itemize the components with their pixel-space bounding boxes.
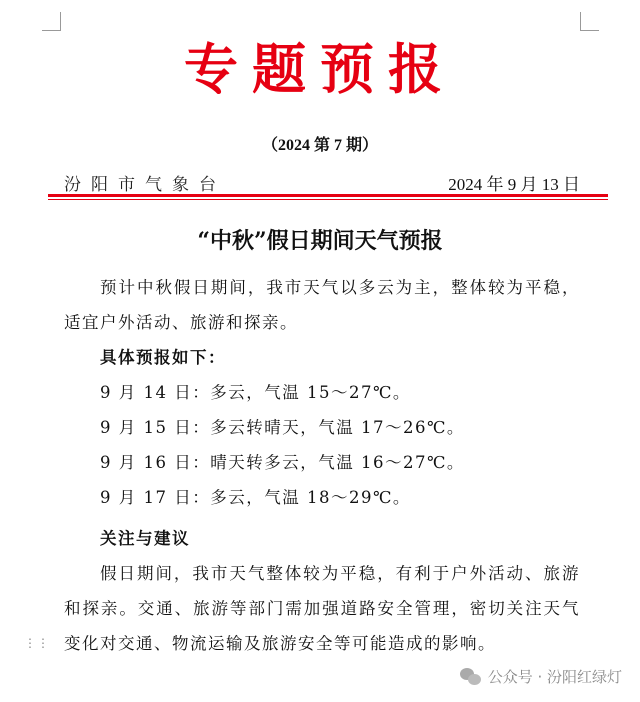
intro-paragraph: 预计中秋假日期间，我市天气以多云为主，整体较为平稳，适宜户外活动、旅游和探亲。	[64, 278, 580, 332]
advice-paragraph: 假日期间，我市天气整体较为平稳，有利于户外活动、旅游和探亲。交通、旅游等部门需加强道路安全管理，密切关注天气变化对交通、物流运输及旅游安全等可能造成的影响。	[64, 564, 580, 653]
drag-handle-icon[interactable]: ⋮⋮	[24, 636, 50, 650]
article-body	[64, 270, 580, 661]
wechat-icon	[460, 668, 482, 686]
issue-number: （2024 第 7 期）	[261, 137, 378, 154]
forecast-heading: 具体预报如下：	[100, 348, 226, 367]
watermark	[460, 666, 622, 687]
forecast-item: 9 月 16 日：晴天转多云，气温 16～27℃。	[100, 453, 465, 472]
page-corner-mark	[42, 12, 61, 31]
watermark-text: 公众号 · 汾阳红绿灯	[487, 668, 622, 686]
page-corner-mark	[580, 12, 599, 31]
forecast-item: 9 月 14 日：多云，气温 15～27℃。	[100, 383, 411, 402]
red-divider	[48, 194, 608, 197]
article-headline: “中秋”假日期间天气预报	[197, 228, 443, 254]
advice-heading: 关注与建议	[100, 529, 190, 548]
organization: 汾阳市气象台	[64, 175, 226, 194]
document-title: 专题预报	[184, 37, 456, 101]
forecast-item: 9 月 15 日：多云转晴天，气温 17～26℃。	[100, 418, 465, 437]
header-line	[64, 170, 580, 195]
forecast-item: 9 月 17 日：多云，气温 18～29℃。	[100, 488, 411, 507]
issue-date: 2024 年 9 月 13 日	[448, 175, 580, 194]
red-divider-thin	[48, 199, 608, 200]
